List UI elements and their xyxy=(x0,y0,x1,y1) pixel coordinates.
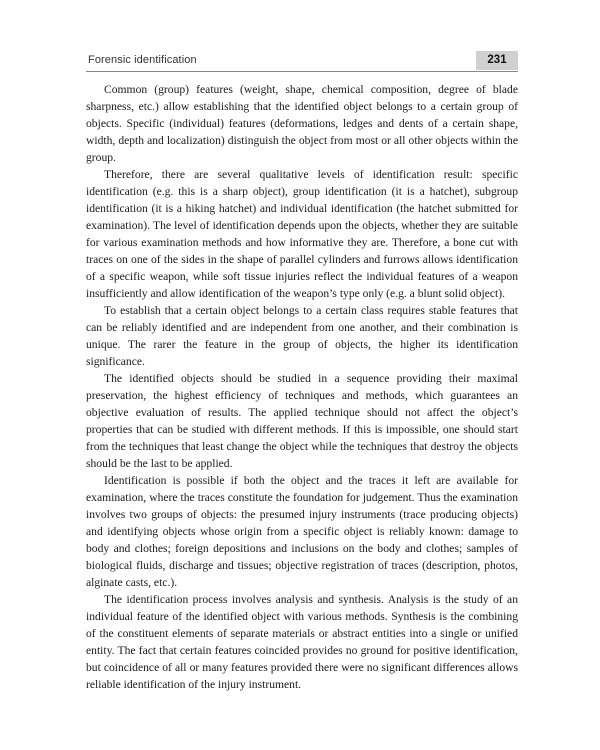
page-header xyxy=(86,51,518,72)
header-rule xyxy=(86,71,518,72)
paragraph: Therefore, there are several qualitative levels of identification result: specific identification (e.g. this is a sharp object), group identification (it is a hatchet), subgroup identification (it is a hiking hatchet) and individual identification (the hatchet submitted for examination). The level of identification depends upon the objects, whether they are suitable for various examination methods and how informative they are. Therefore, a bone cut with traces on one of the sides in the shape of parallel cylinders and furrows allows identification of a specific weapon, while soft tissue injuries reflect the individual features of a weapon insufficiently and allow identification of the weapon’s type only (e.g. a blunt solid object). xyxy=(86,168,518,300)
paragraph: The identified objects should be studied in a sequence providing their maximal preservation, the highest efficiency of techniques and methods, which guarantees an objective evaluation of results. The applied technique should not affect the object’s properties that can be studied with different methods. If this is impossible, one should start from the techniques that least change the object while the techniques that destroy the objects should be the last to be applied. xyxy=(86,372,518,470)
paragraph: Common (group) features (weight, shape, chemical composition, degree of blade sharpness, etc.) allow establishing that the identified object belongs to a certain group of objects. Specific (individual) features (deformations, ledges and dents of a certain shape, width, depth and localization) distinguish the object from most or all other objects within the group. xyxy=(86,83,518,164)
paragraph: To establish that a certain object belongs to a certain class requires stable features that can be reliably identified and are independent from one another, and their combination is unique. The rarer the feature in the group of objects, the higher its identification significance. xyxy=(86,304,518,368)
running-title: Forensic identification xyxy=(88,54,197,66)
paragraph: The identification process involves analysis and synthesis. Analysis is the study of an individual feature of the identified object with various methods. Synthesis is the combining of the constituent elements of separate materials or abstract entities into a single or unified entity. The fact that certain features coincided provides no ground for positive identification, but coincidence of all or many features provided there were no significant differences allows reliable identification of the injury instrument. xyxy=(86,593,518,691)
paragraph: Identification is possible if both the object and the traces it left are available for examination, where the traces constitute the foundation for judgement. Thus the examination involves two groups of objects: the presumed injury instruments (trace producing objects) and identifying objects whose origin from a specific object is reliably known: damage to body and clothes; foreign depositions and inclusions on the body and clothes; samples of biological fluids, discharge and tissues; objective registration of traces (description, photos, alginate casts, etc.). xyxy=(86,474,518,589)
body-text xyxy=(86,81,518,693)
page-number: 231 xyxy=(476,51,518,70)
